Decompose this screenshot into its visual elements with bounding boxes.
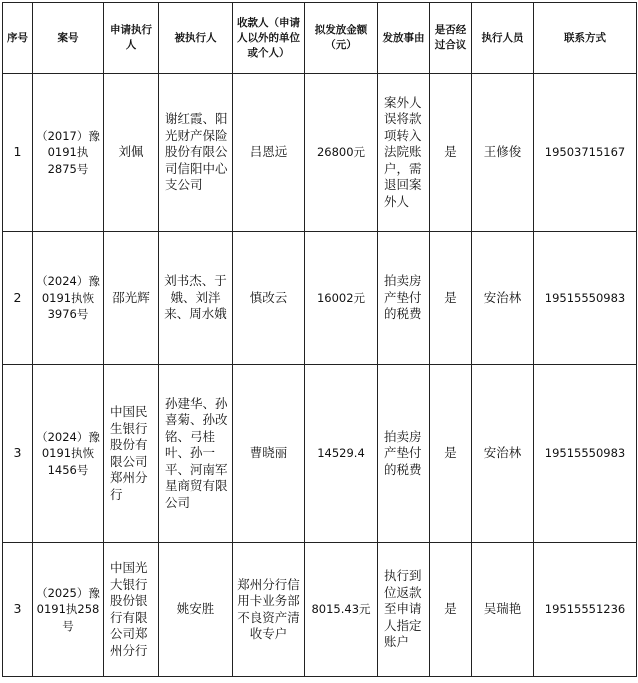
cell-respondent: 孙建华、孙喜菊、孙改铭、弓桂叶、孙一平、河南军星商贸有限公司: [159, 365, 233, 543]
cell-payee: 慎改云: [233, 232, 305, 365]
header-case-no: 案号: [33, 3, 104, 74]
cell-reason: 执行到位返款至申请人指定账户: [378, 543, 430, 677]
cell-case-no: （2024）豫0191执恢1456号: [33, 365, 104, 543]
table-row: [3, 365, 637, 543]
header-amount: 拟发放金额（元）: [305, 3, 378, 74]
cell-payee: 郑州分行信用卡业务部不良资产清收专户: [233, 543, 305, 677]
cell-reason: 拍卖房产垫付的税费: [378, 365, 430, 543]
cell-index: 3: [3, 543, 33, 677]
cell-index: 2: [3, 232, 33, 365]
cell-payee: 吕恩远: [233, 74, 305, 232]
cell-reason: 拍卖房产垫付的税费: [378, 232, 430, 365]
cell-amount: 14529.4: [305, 365, 378, 543]
cell-respondent: 姚安胜: [159, 543, 233, 677]
header-reason: 发放事由: [378, 3, 430, 74]
cell-amount: 8015.43元: [305, 543, 378, 677]
cell-case-no: （2024）豫0191执恢3976号: [33, 232, 104, 365]
header-deliberated: 是否经过合议: [430, 3, 472, 74]
cell-respondent: 刘书杰、于娥、刘泮来、周水娥: [159, 232, 233, 365]
header-payee: 收款人（申请人以外的单位或个人）: [233, 3, 305, 74]
cell-deliberated: 是: [430, 543, 472, 677]
cell-amount: 26800元: [305, 74, 378, 232]
cell-applicant: 刘佩: [104, 74, 159, 232]
cell-applicant: 中国民生银行股份有限公司郑州分行: [104, 365, 159, 543]
cell-deliberated: 是: [430, 74, 472, 232]
cell-case-no: （2025）豫0191执258号: [33, 543, 104, 677]
payout-table: [2, 2, 637, 677]
header-respondent: 被执行人: [159, 3, 233, 74]
cell-index: 3: [3, 365, 33, 543]
cell-payee: 曹晓丽: [233, 365, 305, 543]
table-row: [3, 232, 637, 365]
cell-officer: 安治林: [472, 365, 534, 543]
table-row: [3, 74, 637, 232]
cell-reason: 案外人误将款项转入法院账户，需退回案外人: [378, 74, 430, 232]
cell-applicant: 中国光大银行股份银行有限公司郑州分行: [104, 543, 159, 677]
header-index: 序号: [3, 3, 33, 74]
cell-case-no: （2017）豫0191执2875号: [33, 74, 104, 232]
cell-officer: 安治林: [472, 232, 534, 365]
table-row: [3, 543, 637, 677]
cell-contact: 19503715167: [534, 74, 637, 232]
header-applicant: 申请执行人: [104, 3, 159, 74]
cell-amount: 16002元: [305, 232, 378, 365]
cell-applicant: 邵光辉: [104, 232, 159, 365]
cell-deliberated: 是: [430, 232, 472, 365]
cell-respondent: 谢红霞、阳光财产保险股份有限公司信阳中心支公司: [159, 74, 233, 232]
cell-officer: 吴瑞艳: [472, 543, 534, 677]
cell-officer: 王修俊: [472, 74, 534, 232]
cell-deliberated: 是: [430, 365, 472, 543]
header-officer: 执行人员: [472, 3, 534, 74]
cell-contact: 19515550983: [534, 365, 637, 543]
cell-index: 1: [3, 74, 33, 232]
header-row: [3, 3, 637, 74]
cell-contact: 19515550983: [534, 232, 637, 365]
header-contact: 联系方式: [534, 3, 637, 74]
cell-contact: 19515551236: [534, 543, 637, 677]
